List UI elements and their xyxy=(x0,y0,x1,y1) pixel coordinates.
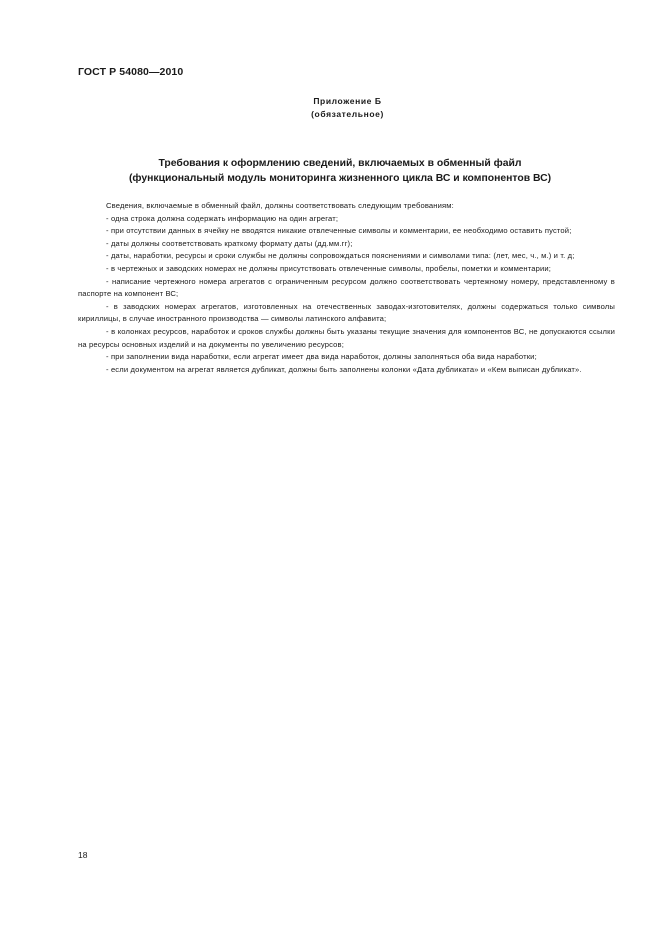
requirement-item: - даты, наработки, ресурсы и сроки службы не должны сопровождаться пояснениями и символами типа: (лет, мес, ч., м.) и т. д; xyxy=(106,251,575,261)
requirement-item: - в колонках ресурсов, наработок и сроков службы должны быть указаны текущие значения для компонентов ВС, не допускаются ссылки на ресурсы основных изделий и на документы по увеличению ресурсов; xyxy=(78,326,615,349)
annex-title: Приложение Б xyxy=(313,96,382,106)
document-code: ГОСТ Р 54080—2010 xyxy=(78,66,184,78)
requirements-body xyxy=(78,200,615,376)
page-number: 18 xyxy=(78,850,88,860)
annex-status: (обязательное) xyxy=(311,109,384,119)
requirement-item: - при заполнении вида наработки, если агрегат имеет два вида наработок, должны заполняться оба вида наработки; xyxy=(106,352,537,362)
requirement-item: - в заводских номерах агрегатов, изготовленных на отечественных заводах-изготовителях, должны содержаться только символы кириллицы, в случае иностранного производства — символы латинского алфавита; xyxy=(78,301,615,324)
requirement-item: - при отсутствии данных в ячейку не вводятся никакие отвлеченные символы и комментарии, ее необходимо оставить пустой; xyxy=(106,226,572,236)
requirement-item: - в чертежных и заводских номерах не должны присутствовать отвлеченные символы, пробелы, пометки и комментарии; xyxy=(106,263,552,273)
requirement-item: - если документом на агрегат является дубликат, должны быть заполнены колонки «Дата дубликата» и «Кем выписан дубликат». xyxy=(106,364,582,374)
requirement-item: - написание чертежного номера агрегатов с ограниченным ресурсом должно соответствовать чертежному номеру, представленному в паспорте на компонент ВС; xyxy=(78,276,615,299)
intro-paragraph: Сведения, включаемые в обменный файл, должны соответствовать следующим требованиям: xyxy=(106,201,454,210)
section-heading-line-2: (функциональный модуль мониторинга жизненного цикла ВС и компонентов ВС) xyxy=(128,173,552,184)
section-heading-line-1: Требования к оформлению сведений, включаемых в обменный файл xyxy=(158,158,522,169)
requirement-item: - одна строка должна содержать информацию на один агрегат; xyxy=(106,213,339,223)
requirement-item: - даты должны соответствовать краткому формату даты (дд.мм.гг); xyxy=(106,238,353,248)
